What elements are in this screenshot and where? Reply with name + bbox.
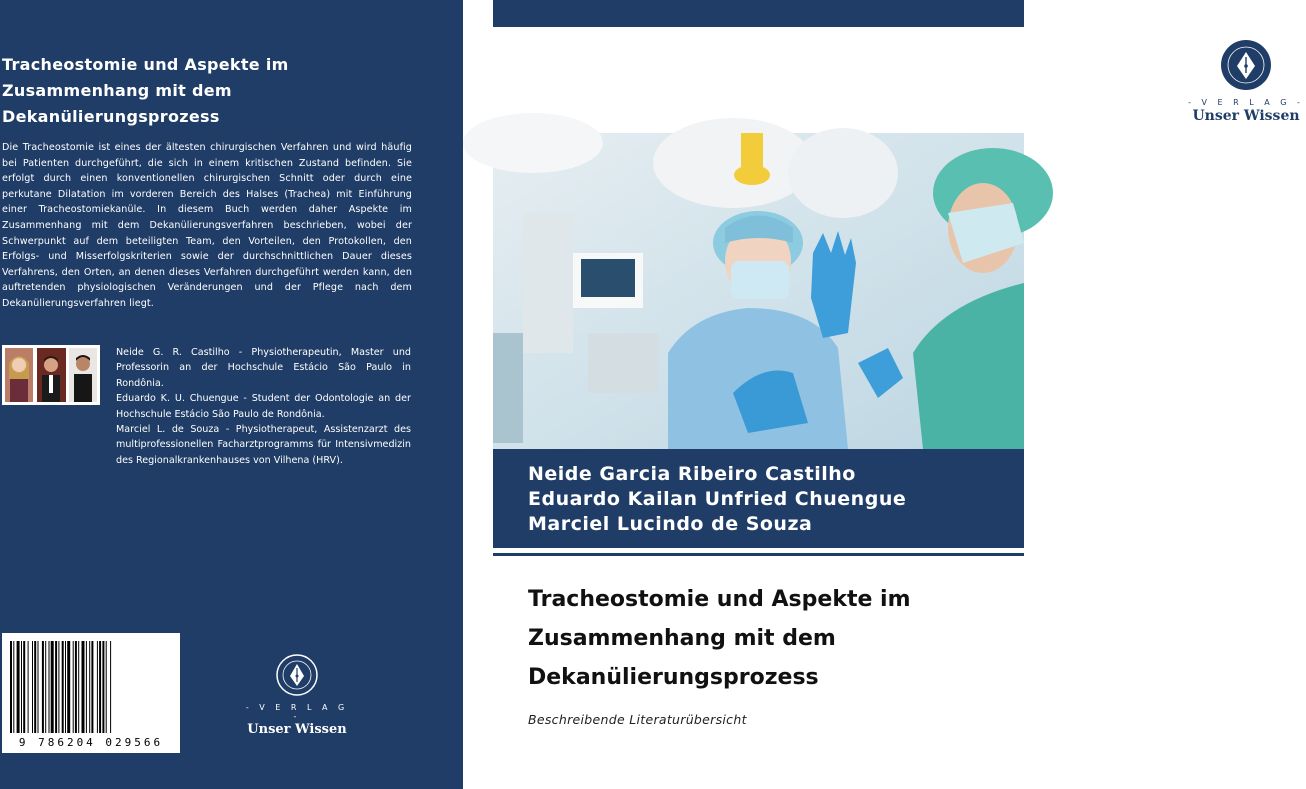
publisher-verlag-label: - V E R L A G - bbox=[1188, 98, 1304, 107]
author-bio-1: Neide G. R. Castilho - Physiotherapeutin, Master und Professorin an der Hochschule Estácio São Paulo in Rondônia. bbox=[116, 347, 411, 389]
divider-rule bbox=[493, 553, 1024, 556]
author-bio-2: Eduardo K. U. Chuengue - Student der Odontologie an der Hochschule Estácio São Paulo de Rondônia. bbox=[116, 393, 411, 420]
pen-nib-seal-icon bbox=[1220, 39, 1272, 91]
author-bio bbox=[116, 345, 411, 468]
publisher-name: Unser Wissen bbox=[1192, 108, 1300, 124]
front-title-line-3: Dekanülierungsprozess bbox=[528, 665, 819, 690]
author-name-2: Eduardo Kailan Unfried Chuengue bbox=[528, 488, 907, 510]
publisher-logo-front bbox=[1186, 39, 1306, 124]
front-title-line-1: Tracheostomie und Aspekte im bbox=[528, 587, 911, 612]
back-cover bbox=[0, 0, 463, 789]
back-title: Tracheostomie und Aspekte im Zusammenhang mit dem Dekanülierungsprozess bbox=[2, 55, 289, 126]
author-name-1: Neide Garcia Ribeiro Castilho bbox=[528, 463, 856, 485]
publisher-verlag-label: - V E R L A G - bbox=[245, 703, 349, 721]
pen-nib-seal-icon bbox=[276, 654, 318, 696]
cover-photo bbox=[493, 133, 1024, 449]
front-subtitle: Beschreibende Literaturübersicht bbox=[528, 712, 747, 727]
spine bbox=[463, 0, 493, 789]
front-title bbox=[528, 580, 1008, 697]
isbn-number: 9 786204 029566 bbox=[18, 736, 164, 749]
front-title-line-2: Zusammenhang mit dem bbox=[528, 626, 836, 651]
author-bio-3: Marciel L. de Souza - Physiotherapeut, Assistenzarzt des multiprofessionellen Facharztprogramms für Intensivmedizin des Regionalkrankenhauses von Vilhena (HRV). bbox=[116, 424, 411, 466]
author-name-3: Marciel Lucindo de Souza bbox=[528, 513, 813, 535]
top-band bbox=[493, 0, 1024, 27]
front-cover bbox=[493, 0, 1304, 789]
author-photos bbox=[2, 345, 100, 405]
back-description: Die Tracheostomie ist eines der ältesten chirurgischen Verfahren und wird häufig bei Patienten durchgeführt, die sich in einem kritischen Zustand befinden. Sie erfolgt durch einen konventionellen chirurgischen Schnitt oder durch eine perkutane Dilatation im vorderen Bereich des Halses (Trachea) mit Einführung einer Tracheostomiekanüle. In diesem Buch werden daher Aspekte im Zusammenhang mit dem Dekanülierungsverfahren beschrieben, wobei der Schwerpunkt auf dem beteiligten Team, den Vorteilen, den Protokollen, den Erfolgs- und Misserfolgskriterien sowie der durchschnittlichen Dauer dieses Verfahrens, den Orten, an denen dieses Verfahren durchgeführt werden kann, den auftretenden physiologischen Veränderungen und der Pflege nach dem Dekanülierungsverfahren liegt. bbox=[2, 142, 412, 309]
publisher-name: Unser Wissen bbox=[247, 722, 347, 737]
publisher-logo-back bbox=[242, 654, 352, 737]
barcode bbox=[2, 633, 180, 753]
author-band bbox=[493, 449, 1024, 548]
barcode-bars bbox=[2, 633, 180, 733]
